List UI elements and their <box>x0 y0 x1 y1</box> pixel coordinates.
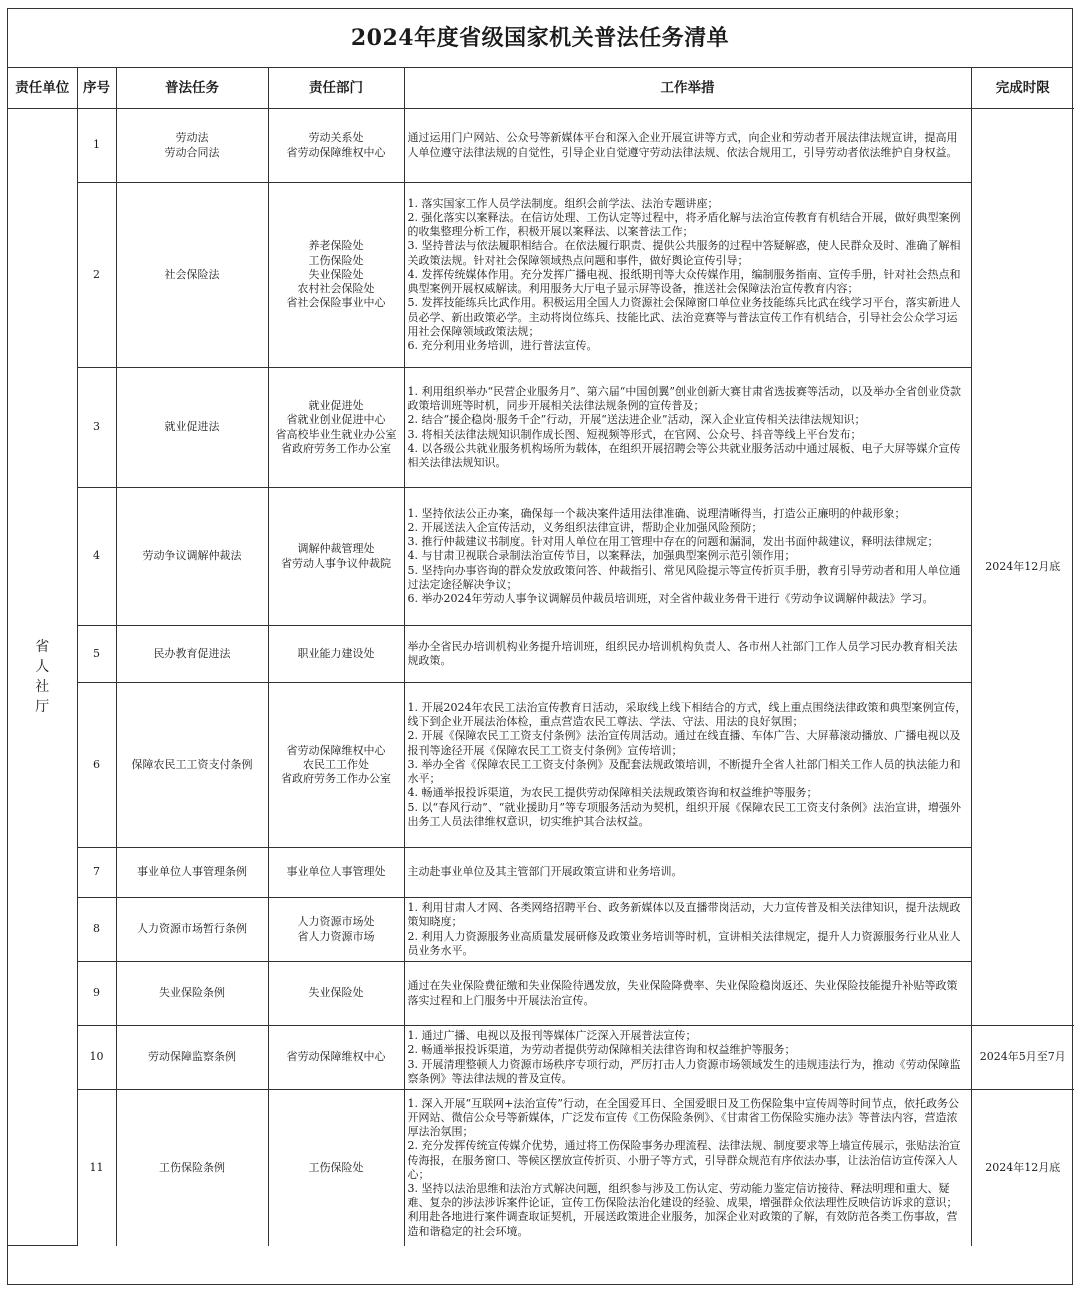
deadline-cell: 2024年12月底 <box>971 109 1074 1026</box>
dept-cell <box>268 183 404 368</box>
measure-line: 3. 坚持以法治思维和法治方式解决问题，组织参与涉及工伤认定、劳动能力鉴定信访接待、释法明理和重大、疑难、复杂的涉法涉诉案件论证，宣传工伤保险法治化建设的经验、成果，增强群众依法理性反映信访诉求的意识；利用赴各地进行案件调查取证契机，开展送政策进企业服务，加深企业对政策的了解，有效防范各类工伤事故，营造和谐稳定的社会环境。 <box>407 1181 958 1238</box>
table-row <box>8 109 1074 183</box>
dept-line: 工伤保险处 <box>308 1160 364 1174</box>
measure-line: 举办全省民办培训机构业务提升培训班，组织民办培训机构负责人、各市州人社部门工作人员学习民办教育相关法规政策。 <box>407 639 958 667</box>
deadline-cell: 2024年5月至7月 <box>971 1026 1074 1090</box>
task-line: 民办教育促进法 <box>153 646 231 660</box>
dept-line: 失业保险处 <box>308 267 364 281</box>
dept-line: 省劳动人事争议仲裁院 <box>281 556 391 570</box>
header-measures: 工作举措 <box>404 68 971 109</box>
dept-line: 劳动关系处 <box>308 131 364 145</box>
task-cell <box>116 962 268 1026</box>
seq-cell: 6 <box>77 683 116 848</box>
dept-line: 省人力资源市场 <box>297 929 375 943</box>
task-line: 劳动合同法 <box>164 145 220 159</box>
seq-cell: 8 <box>77 898 116 962</box>
task-line: 劳动保障监察条例 <box>148 1050 236 1064</box>
dept-line: 就业促进处 <box>308 399 364 413</box>
dept-line: 农村社会保险处 <box>297 282 375 296</box>
dept-line: 失业保险处 <box>308 986 364 1000</box>
measure-line: 3. 推行仲裁建议书制度。针对用人单位在用工管理中存在的问题和漏洞，发出书面仲裁建议，释明法律规定； <box>407 535 939 549</box>
task-line: 劳动法 <box>175 131 209 145</box>
measure-line: 1. 通过广播、电视以及报刊等媒体广泛深入开展普法宣传； <box>407 1029 697 1043</box>
measure-line: 6. 举办2024年劳动人事争议调解员仲裁员培训班，对全省仲裁业务骨干进行《劳动争议调解仲裁法》学习。 <box>407 592 934 605</box>
seq-cell: 5 <box>77 626 116 683</box>
task-line: 失业保险条例 <box>159 986 225 1000</box>
task-cell <box>116 1026 268 1090</box>
seq-cell: 3 <box>77 368 116 488</box>
measure-line: 4. 畅通举报投诉渠道，为农民工提供劳动保障相关法规政策咨询和权益维护等服务； <box>407 786 818 800</box>
dept-line: 省社会保险事业中心 <box>286 296 386 310</box>
dept-line: 省政府劳务工作办公室 <box>281 441 391 455</box>
task-cell <box>116 183 268 368</box>
task-cell <box>116 1090 268 1246</box>
dept-line: 农民工工作处 <box>303 757 369 771</box>
measure-line: 2. 开展《保障农民工工资支付条例》法治宣传周活动。通过在线直播、车体广告、大屏幕滚动播放、广播电视以及报刊等途径开展《保障农民工工资支付条例》宣传培训； <box>407 729 961 757</box>
dept-cell <box>268 683 404 848</box>
measure-line: 4. 与甘肃卫视联合录制法治宣传节目，以案释法，加强典型案例示范引领作用； <box>407 549 796 563</box>
dept-line: 职业能力建设处 <box>297 646 375 660</box>
task-cell <box>116 683 268 848</box>
unit-char: 人 <box>35 659 50 675</box>
task-cell <box>116 109 268 183</box>
measure-line: 2. 结合“援企稳岗·服务千企”行动，开展“送法进企业”活动，深入企业宣传相关法律法规知识； <box>407 413 866 427</box>
measure-line: 1. 开展2024年农民工法治宣传教育日活动，采取线上线下相结合的方式，线上重点围绕法律政策和典型案例宣传，线下到企业开展法治体检，重点营造农民工尊法、学法、守法、用法的良好氛围； <box>407 701 967 729</box>
table-row <box>8 1090 1074 1246</box>
measures-cell <box>404 488 971 626</box>
dept-line: 省高校毕业生就业办公室 <box>275 427 397 441</box>
dept-line: 事业单位人事管理处 <box>286 865 386 879</box>
task-table <box>8 68 1074 1246</box>
measure-line: 5. 发挥技能练兵比武作用。积极运用全国人力资源社会保障窗口单位业务技能练兵比武在线学习平台，落实新进人员必学、新出政策必学。主动将岗位练兵、技能比武、法治竞赛等与普法宣传工作有机结合，引导社会公众学习运用社会保障领域政策法规； <box>407 296 961 338</box>
measure-line: 3. 坚持普法与依法履职相结合。在依法履行职责、提供公共服务的过程中答疑解惑，使人民群众及时、准确了解相关政策法规。针对社会保障领域热点问题和事件，做好舆论宣传引导； <box>407 239 961 267</box>
measures-cell <box>404 626 971 683</box>
seq-cell: 2 <box>77 183 116 368</box>
measure-line: 4. 以各级公共就业服务机构场所为载体，在组织开展招聘会等公共就业服务活动中通过展板、电子大屏等媒介宣传相关法律法规知识。 <box>407 441 961 469</box>
measure-line: 6. 充分利用业务培训，进行普法宣传。 <box>407 338 598 352</box>
measure-line: 4. 发挥传统媒体作用。充分发挥广播电视、报纸期刊等大众传媒作用，编制服务指南、宣传手册，针对社会热点和典型案例开展权威解读。利用服务大厅电子显示屏等设备，推送社会保障法治宣传教育内容； <box>407 267 961 296</box>
measure-line: 3. 将相关法律法规知识制作成长图、短视频等形式，在官网、公众号、抖音等线上平台发布； <box>407 427 862 441</box>
seq-cell: 4 <box>77 488 116 626</box>
header-deadline: 完成时限 <box>971 68 1074 109</box>
dept-cell <box>268 488 404 626</box>
seq-cell: 7 <box>77 848 116 898</box>
seq-cell: 9 <box>77 962 116 1026</box>
table-row <box>8 848 1074 898</box>
measure-line: 1. 坚持依法公正办案，确保每一个裁决案件适用法律准确、说理清晰得当，打造公正廉明的仲裁形象； <box>407 506 906 520</box>
seq-cell: 10 <box>77 1026 116 1090</box>
measures-cell <box>404 183 971 368</box>
header-task: 普法任务 <box>116 68 268 109</box>
dept-cell <box>268 848 404 898</box>
dept-cell <box>268 109 404 183</box>
task-line: 工伤保险条例 <box>159 1160 225 1174</box>
measure-line: 1. 利用组织举办“民营企业服务月”、第六届“中国创翼”创业创新大赛甘肃省选拔赛等活动，以及举办全省创业贷款政策培训班等时机，同步开展相关法律法规条例的宣传普及； <box>407 384 961 413</box>
dept-line: 省就业创业促进中心 <box>286 413 386 427</box>
table-row <box>8 683 1074 848</box>
responsible-unit-cell <box>8 109 77 1246</box>
document-title: 2024年度省级国家机关普法任务清单 <box>8 9 1072 68</box>
measures-cell <box>404 683 971 848</box>
task-line: 就业促进法 <box>164 420 220 434</box>
dept-line: 省劳动保障维权中心 <box>286 743 386 757</box>
measure-line: 2. 充分发挥传统宣传媒介优势，通过将工伤保险事务办理流程、法律法规、制度要求等上墙宣传展示，张贴法治宣传海报，在服务窗口、等候区摆放宣传折页、小册子等方式，引导群众规范有序依法办事，让法治信访宣传深入人心； <box>407 1139 961 1181</box>
deadline-cell: 2024年12月底 <box>971 1090 1074 1246</box>
measure-line: 通过在失业保险费征缴和失业保险待遇发放，失业保险降费率、失业保险稳岗返还、失业保险技能提升补贴等政策落实过程和上门服务中开展法治宣传。 <box>407 979 958 1007</box>
dept-line: 人力资源市场处 <box>297 915 375 929</box>
measure-line: 1. 落实国家工作人员学法制度。组织会前学法、法治专题讲座； <box>407 196 719 210</box>
seq-cell: 11 <box>77 1090 116 1246</box>
task-cell <box>116 848 268 898</box>
measure-line: 主动赴事业单位及其主管部门开展政策宣讲和业务培训。 <box>407 865 683 879</box>
task-line: 劳动争议调解仲裁法 <box>142 549 242 563</box>
table-row <box>8 626 1074 683</box>
dept-cell <box>268 898 404 962</box>
table-row <box>8 962 1074 1026</box>
dept-line: 养老保险处 <box>308 239 364 253</box>
measure-line: 2. 开展送法入企宣传活动，义务组织法律宣讲，帮助企业加强风险预防； <box>407 520 763 534</box>
measure-line: 2. 畅通举报投诉渠道，为劳动者提供劳动保障相关法律咨询和权益维护等服务； <box>407 1043 796 1057</box>
task-list-document <box>7 8 1073 1285</box>
task-cell <box>116 626 268 683</box>
measures-cell <box>404 898 971 962</box>
measure-line: 1. 利用甘肃人才网、各类网络招聘平台、政务新媒体以及直播带岗活动，大力宣传普及相关法律知识，提升法规政策知晓度； <box>407 901 961 929</box>
dept-line: 调解仲裁管理处 <box>297 542 375 556</box>
measures-cell <box>404 962 971 1026</box>
measure-line: 5. 以“春风行动”、“就业援助月”等专项服务活动为契机，组织开展《保障农民工工资支付条例》法治宣讲，增强外出务工人员法律维权意识，切实维护其合法权益。 <box>407 800 961 828</box>
dept-cell <box>268 1026 404 1090</box>
task-line: 人力资源市场暂行条例 <box>137 922 247 936</box>
measure-line: 3. 举办全省《保障农民工工资支付条例》及配套法规政策培训，不断提升全省人社部门相关工作人员的执法能力和水平； <box>407 757 961 786</box>
dept-cell <box>268 626 404 683</box>
task-line: 保障农民工工资支付条例 <box>131 757 253 771</box>
task-cell <box>116 898 268 962</box>
dept-cell <box>268 962 404 1026</box>
seq-cell: 1 <box>77 109 116 183</box>
dept-line: 工伤保险处 <box>308 253 364 267</box>
dept-line: 省劳动保障维权中心 <box>286 1050 386 1064</box>
dept-cell <box>268 1090 404 1246</box>
task-line: 社会保险法 <box>164 267 220 281</box>
header-unit: 责任单位 <box>8 68 77 109</box>
dept-line: 省政府劳务工作办公室 <box>281 772 391 786</box>
measure-line: 5. 坚持向办事咨询的群众发放政策问答、仲裁指引、常见风险提示等宣传折页手册，教育引导劳动者和用人单位通过法定途径解决争议； <box>407 563 961 591</box>
measures-cell <box>404 848 971 898</box>
measure-line: 3. 开展清理整顿人力资源市场秩序专项行动，严厉打击人力资源市场领域发生的违规违法行为，推动《劳动保障监察条例》等法律法规的普及宣传。 <box>407 1057 961 1085</box>
table-row <box>8 183 1074 368</box>
measures-cell <box>404 109 971 183</box>
measures-cell <box>404 368 971 488</box>
table-row <box>8 488 1074 626</box>
unit-char: 厅 <box>35 699 50 715</box>
measure-line: 1. 深入开展“互联网+法治宣传”行动，在全国爱耳日、全国爱眼日及工伤保险集中宣传周等时间节点，依托政务公开网站、微信公众号等新媒体，广泛发布宣传《工伤保险条例》、《甘肃省工伤保险实施办法》等普法内容，营造浓厚法治氛围； <box>407 1096 959 1139</box>
task-cell <box>116 488 268 626</box>
header-dept: 责任部门 <box>268 68 404 109</box>
unit-char: 省 <box>35 639 50 655</box>
dept-cell <box>268 368 404 488</box>
task-cell <box>116 368 268 488</box>
table-row <box>8 898 1074 962</box>
measure-line: 2. 利用人力资源服务业高质量发展研修及政策业务培训等时机，宣讲相关法律规定，提升人力资源服务行业从业人员业务水平。 <box>407 929 961 957</box>
table-row <box>8 1026 1074 1090</box>
header-row <box>8 68 1074 109</box>
header-seq: 序号 <box>77 68 116 109</box>
measure-line: 通过运用门户网站、公众号等新媒体平台和深入企业开展宣讲等方式，向企业和劳动者开展法律法规宣讲，提高用人单位遵守法律法规的自觉性，引导企业自觉遵守劳动法律法规、依法合规用工，引导劳动者依法维护自身权益。 <box>407 131 958 159</box>
dept-line: 省劳动保障维权中心 <box>286 145 386 159</box>
unit-char: 社 <box>35 679 50 695</box>
measures-cell <box>404 1026 971 1090</box>
task-line: 事业单位人事管理条例 <box>137 865 247 879</box>
measure-line: 2. 强化落实以案释法。在信访处理、工伤认定等过程中，将矛盾化解与法治宣传教育有机结合开展，做好典型案例的收集整理分析工作，积极开展以案释法、以案普法工作； <box>407 211 961 239</box>
measures-cell <box>404 1090 971 1246</box>
table-row <box>8 368 1074 488</box>
